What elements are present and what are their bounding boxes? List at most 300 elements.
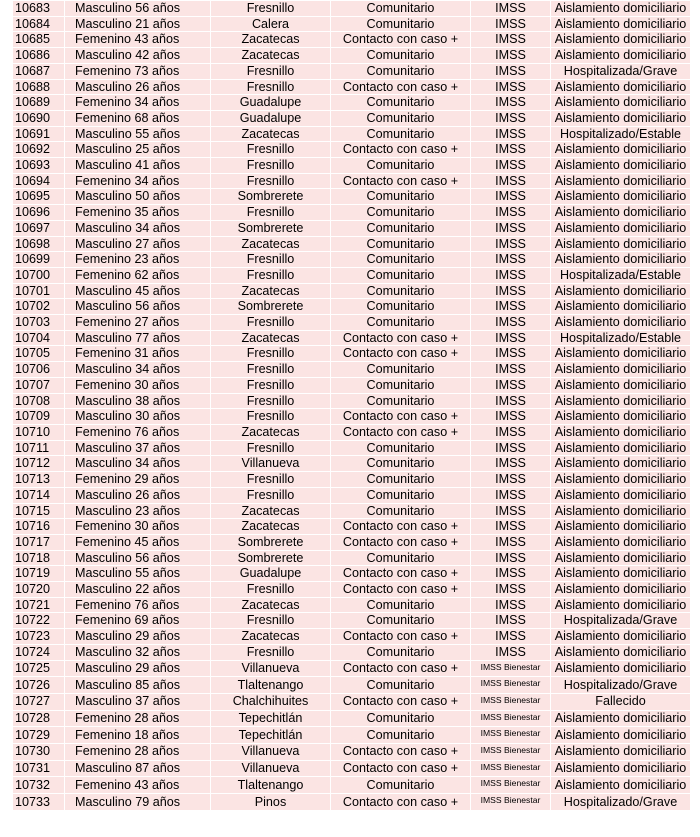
sex-age-cell: Masculino 85 años: [65, 677, 211, 694]
case-id-cell: 10709: [13, 409, 65, 425]
municipality-cell: Sombrerete: [211, 220, 331, 236]
sex-age-cell: Femenino 28 años: [65, 710, 211, 727]
institution-cell: IMSS: [471, 519, 551, 535]
municipality-cell: Zacatecas: [211, 330, 331, 346]
table-row: [13, 743, 691, 760]
sex-age-cell: Femenino 30 años: [65, 519, 211, 535]
sex-age-cell: Femenino 69 años: [65, 613, 211, 629]
transmission-cell: Comunitario: [331, 362, 471, 378]
municipality-cell: Fresnillo: [211, 252, 331, 268]
municipality-cell: Zacatecas: [211, 519, 331, 535]
transmission-cell: Comunitario: [331, 440, 471, 456]
institution-cell: IMSS: [471, 189, 551, 205]
institution-cell: IMSS: [471, 393, 551, 409]
sex-age-cell: Femenino 30 años: [65, 377, 211, 393]
table-row: [13, 79, 691, 95]
status-cell: Aislamiento domiciliario: [551, 1, 691, 17]
case-id-cell: 10697: [13, 220, 65, 236]
transmission-cell: Comunitario: [331, 205, 471, 221]
case-id-cell: 10701: [13, 283, 65, 299]
case-id-cell: 10705: [13, 346, 65, 362]
transmission-cell: Comunitario: [331, 456, 471, 472]
status-cell: Aislamiento domiciliario: [551, 95, 691, 111]
table-row: [13, 299, 691, 315]
status-cell: Aislamiento domiciliario: [551, 346, 691, 362]
case-id-cell: 10699: [13, 252, 65, 268]
table-row: [13, 32, 691, 48]
institution-cell: IMSS: [471, 550, 551, 566]
transmission-cell: Comunitario: [331, 777, 471, 794]
institution-cell: IMSS: [471, 377, 551, 393]
municipality-cell: Villanueva: [211, 743, 331, 760]
institution-cell: IMSS: [471, 566, 551, 582]
transmission-cell: Comunitario: [331, 267, 471, 283]
institution-cell: IMSS: [471, 534, 551, 550]
table-row: [13, 644, 691, 660]
table-row: [13, 409, 691, 425]
institution-cell: IMSS: [471, 503, 551, 519]
status-cell: Aislamiento domiciliario: [551, 472, 691, 488]
sex-age-cell: Femenino 35 años: [65, 205, 211, 221]
table-row: [13, 487, 691, 503]
sex-age-cell: Femenino 76 años: [65, 597, 211, 613]
table-row: [13, 534, 691, 550]
transmission-cell: Comunitario: [331, 189, 471, 205]
municipality-cell: Fresnillo: [211, 644, 331, 660]
status-cell: Aislamiento domiciliario: [551, 710, 691, 727]
table-row: [13, 267, 691, 283]
institution-cell: IMSS: [471, 236, 551, 252]
municipality-cell: Zacatecas: [211, 597, 331, 613]
table-row: [13, 173, 691, 189]
municipality-cell: Sombrerete: [211, 299, 331, 315]
case-id-cell: 10690: [13, 110, 65, 126]
status-cell: Aislamiento domiciliario: [551, 727, 691, 744]
institution-cell: IMSS: [471, 220, 551, 236]
table-row: [13, 660, 691, 677]
municipality-cell: Sombrerete: [211, 550, 331, 566]
case-id-cell: 10703: [13, 315, 65, 331]
sex-age-cell: Masculino 45 años: [65, 283, 211, 299]
sex-age-cell: Femenino 34 años: [65, 95, 211, 111]
case-id-cell: 10691: [13, 126, 65, 142]
transmission-cell: Comunitario: [331, 644, 471, 660]
table-row: [13, 220, 691, 236]
transmission-cell: Comunitario: [331, 472, 471, 488]
case-id-cell: 10708: [13, 393, 65, 409]
sex-age-cell: Masculino 34 años: [65, 362, 211, 378]
table-row: [13, 424, 691, 440]
transmission-cell: Comunitario: [331, 95, 471, 111]
sex-age-cell: Masculino 32 años: [65, 644, 211, 660]
transmission-cell: Comunitario: [331, 503, 471, 519]
case-id-cell: 10698: [13, 236, 65, 252]
municipality-cell: Zacatecas: [211, 629, 331, 645]
sex-age-cell: Masculino 56 años: [65, 299, 211, 315]
table-row: [13, 95, 691, 111]
institution-cell: IMSS Bienestar: [471, 727, 551, 744]
table-row: [13, 519, 691, 535]
institution-cell: IMSS: [471, 126, 551, 142]
municipality-cell: Fresnillo: [211, 1, 331, 17]
table-row: [13, 777, 691, 794]
transmission-cell: Contacto con caso +: [331, 424, 471, 440]
status-cell: Aislamiento domiciliario: [551, 534, 691, 550]
institution-cell: IMSS: [471, 110, 551, 126]
table-row: [13, 126, 691, 142]
municipality-cell: Fresnillo: [211, 205, 331, 221]
table-row: [13, 794, 691, 811]
case-id-cell: 10720: [13, 582, 65, 598]
case-id-cell: 10722: [13, 613, 65, 629]
status-cell: Aislamiento domiciliario: [551, 48, 691, 64]
transmission-cell: Comunitario: [331, 727, 471, 744]
transmission-cell: Contacto con caso +: [331, 534, 471, 550]
status-cell: Aislamiento domiciliario: [551, 110, 691, 126]
case-id-cell: 10685: [13, 32, 65, 48]
transmission-cell: Comunitario: [331, 597, 471, 613]
case-id-cell: 10732: [13, 777, 65, 794]
case-id-cell: 10711: [13, 440, 65, 456]
case-id-cell: 10719: [13, 566, 65, 582]
municipality-cell: Fresnillo: [211, 173, 331, 189]
transmission-cell: Comunitario: [331, 63, 471, 79]
transmission-cell: Comunitario: [331, 126, 471, 142]
status-cell: Aislamiento domiciliario: [551, 236, 691, 252]
table-row: [13, 346, 691, 362]
transmission-cell: Comunitario: [331, 283, 471, 299]
sex-age-cell: Masculino 55 años: [65, 566, 211, 582]
case-id-cell: 10695: [13, 189, 65, 205]
institution-cell: IMSS: [471, 252, 551, 268]
institution-cell: IMSS Bienestar: [471, 760, 551, 777]
transmission-cell: Comunitario: [331, 613, 471, 629]
status-cell: Aislamiento domiciliario: [551, 550, 691, 566]
case-id-cell: 10683: [13, 1, 65, 17]
municipality-cell: Fresnillo: [211, 582, 331, 598]
table-row: [13, 205, 691, 221]
case-id-cell: 10696: [13, 205, 65, 221]
sex-age-cell: Masculino 56 años: [65, 550, 211, 566]
table-row: [13, 315, 691, 331]
sex-age-cell: Masculino 22 años: [65, 582, 211, 598]
transmission-cell: Contacto con caso +: [331, 794, 471, 811]
status-cell: Aislamiento domiciliario: [551, 777, 691, 794]
status-cell: Aislamiento domiciliario: [551, 32, 691, 48]
municipality-cell: Pinos: [211, 794, 331, 811]
municipality-cell: Guadalupe: [211, 566, 331, 582]
institution-cell: IMSS Bienestar: [471, 710, 551, 727]
sex-age-cell: Femenino 28 años: [65, 743, 211, 760]
municipality-cell: Tlaltenango: [211, 777, 331, 794]
municipality-cell: Fresnillo: [211, 142, 331, 158]
case-id-cell: 10726: [13, 677, 65, 694]
transmission-cell: Contacto con caso +: [331, 743, 471, 760]
case-id-cell: 10728: [13, 710, 65, 727]
transmission-cell: Comunitario: [331, 16, 471, 32]
table-row: [13, 142, 691, 158]
case-id-cell: 10687: [13, 63, 65, 79]
table-row: [13, 550, 691, 566]
status-cell: Aislamiento domiciliario: [551, 142, 691, 158]
case-id-cell: 10689: [13, 95, 65, 111]
sex-age-cell: Femenino 45 años: [65, 534, 211, 550]
institution-cell: IMSS: [471, 487, 551, 503]
sex-age-cell: Masculino 50 años: [65, 189, 211, 205]
sex-age-cell: Femenino 34 años: [65, 173, 211, 189]
municipality-cell: Villanueva: [211, 456, 331, 472]
municipality-cell: Zacatecas: [211, 236, 331, 252]
municipality-cell: Villanueva: [211, 660, 331, 677]
cases-table-body: [13, 1, 691, 811]
municipality-cell: Tepechitlán: [211, 710, 331, 727]
sex-age-cell: Femenino 43 años: [65, 32, 211, 48]
status-cell: Aislamiento domiciliario: [551, 377, 691, 393]
institution-cell: IMSS: [471, 205, 551, 221]
transmission-cell: Comunitario: [331, 220, 471, 236]
case-id-cell: 10707: [13, 377, 65, 393]
table-row: [13, 283, 691, 299]
table-row: [13, 1, 691, 17]
status-cell: Aislamiento domiciliario: [551, 16, 691, 32]
transmission-cell: Contacto con caso +: [331, 629, 471, 645]
status-cell: Aislamiento domiciliario: [551, 299, 691, 315]
table-row: [13, 252, 691, 268]
municipality-cell: Tlaltenango: [211, 677, 331, 694]
case-id-cell: 10704: [13, 330, 65, 346]
institution-cell: IMSS: [471, 32, 551, 48]
institution-cell: IMSS: [471, 79, 551, 95]
status-cell: Aislamiento domiciliario: [551, 597, 691, 613]
case-id-cell: 10730: [13, 743, 65, 760]
municipality-cell: Fresnillo: [211, 63, 331, 79]
transmission-cell: Comunitario: [331, 315, 471, 331]
status-cell: Hospitalizado/Grave: [551, 677, 691, 694]
status-cell: Aislamiento domiciliario: [551, 205, 691, 221]
status-cell: Hospitalizado/Estable: [551, 330, 691, 346]
institution-cell: IMSS Bienestar: [471, 794, 551, 811]
table-row: [13, 503, 691, 519]
sex-age-cell: Masculino 38 años: [65, 393, 211, 409]
transmission-cell: Contacto con caso +: [331, 582, 471, 598]
municipality-cell: Fresnillo: [211, 79, 331, 95]
municipality-cell: Zacatecas: [211, 126, 331, 142]
institution-cell: IMSS: [471, 16, 551, 32]
status-cell: Hospitalizada/Estable: [551, 267, 691, 283]
status-cell: Hospitalizada/Grave: [551, 63, 691, 79]
transmission-cell: Contacto con caso +: [331, 409, 471, 425]
cases-table-wrapper: [12, 0, 690, 811]
case-id-cell: 10713: [13, 472, 65, 488]
institution-cell: IMSS: [471, 644, 551, 660]
table-row: [13, 63, 691, 79]
sex-age-cell: Masculino 29 años: [65, 660, 211, 677]
institution-cell: IMSS: [471, 95, 551, 111]
table-row: [13, 677, 691, 694]
institution-cell: IMSS: [471, 330, 551, 346]
municipality-cell: Fresnillo: [211, 393, 331, 409]
municipality-cell: Zacatecas: [211, 424, 331, 440]
status-cell: Aislamiento domiciliario: [551, 79, 691, 95]
sex-age-cell: Masculino 34 años: [65, 456, 211, 472]
municipality-cell: Sombrerete: [211, 534, 331, 550]
sex-age-cell: Masculino 79 años: [65, 794, 211, 811]
institution-cell: IMSS: [471, 142, 551, 158]
municipality-cell: Fresnillo: [211, 440, 331, 456]
status-cell: Aislamiento domiciliario: [551, 393, 691, 409]
municipality-cell: Guadalupe: [211, 95, 331, 111]
sex-age-cell: Masculino 37 años: [65, 440, 211, 456]
table-row: [13, 710, 691, 727]
institution-cell: IMSS: [471, 158, 551, 174]
status-cell: Aislamiento domiciliario: [551, 283, 691, 299]
case-id-cell: 10725: [13, 660, 65, 677]
institution-cell: IMSS: [471, 63, 551, 79]
sex-age-cell: Femenino 73 años: [65, 63, 211, 79]
institution-cell: IMSS: [471, 362, 551, 378]
case-id-cell: 10688: [13, 79, 65, 95]
municipality-cell: Zacatecas: [211, 32, 331, 48]
status-cell: Aislamiento domiciliario: [551, 629, 691, 645]
status-cell: Hospitalizada/Grave: [551, 613, 691, 629]
transmission-cell: Comunitario: [331, 550, 471, 566]
municipality-cell: Zacatecas: [211, 283, 331, 299]
status-cell: Aislamiento domiciliario: [551, 362, 691, 378]
sex-age-cell: Masculino 34 años: [65, 220, 211, 236]
transmission-cell: Comunitario: [331, 677, 471, 694]
transmission-cell: Contacto con caso +: [331, 566, 471, 582]
table-row: [13, 440, 691, 456]
municipality-cell: Fresnillo: [211, 362, 331, 378]
table-row: [13, 393, 691, 409]
status-cell: Aislamiento domiciliario: [551, 315, 691, 331]
case-id-cell: 10729: [13, 727, 65, 744]
cases-table: [12, 0, 691, 811]
case-id-cell: 10702: [13, 299, 65, 315]
municipality-cell: Tepechitlán: [211, 727, 331, 744]
institution-cell: IMSS: [471, 582, 551, 598]
sex-age-cell: Femenino 18 años: [65, 727, 211, 744]
sex-age-cell: Masculino 37 años: [65, 693, 211, 710]
transmission-cell: Contacto con caso +: [331, 760, 471, 777]
status-cell: Aislamiento domiciliario: [551, 173, 691, 189]
sex-age-cell: Masculino 42 años: [65, 48, 211, 64]
table-row: [13, 456, 691, 472]
sex-age-cell: Masculino 41 años: [65, 158, 211, 174]
table-row: [13, 48, 691, 64]
institution-cell: IMSS: [471, 597, 551, 613]
sex-age-cell: Masculino 25 años: [65, 142, 211, 158]
municipality-cell: Fresnillo: [211, 409, 331, 425]
transmission-cell: Comunitario: [331, 158, 471, 174]
status-cell: Aislamiento domiciliario: [551, 456, 691, 472]
transmission-cell: Comunitario: [331, 299, 471, 315]
status-cell: Aislamiento domiciliario: [551, 189, 691, 205]
municipality-cell: Guadalupe: [211, 110, 331, 126]
municipality-cell: Fresnillo: [211, 315, 331, 331]
status-cell: Aislamiento domiciliario: [551, 760, 691, 777]
status-cell: Aislamiento domiciliario: [551, 487, 691, 503]
case-id-cell: 10727: [13, 693, 65, 710]
municipality-cell: Fresnillo: [211, 346, 331, 362]
case-id-cell: 10718: [13, 550, 65, 566]
case-id-cell: 10686: [13, 48, 65, 64]
institution-cell: IMSS: [471, 472, 551, 488]
table-row: [13, 110, 691, 126]
status-cell: Aislamiento domiciliario: [551, 660, 691, 677]
case-id-cell: 10684: [13, 16, 65, 32]
case-id-cell: 10694: [13, 173, 65, 189]
status-cell: Aislamiento domiciliario: [551, 566, 691, 582]
sex-age-cell: Femenino 43 años: [65, 777, 211, 794]
status-cell: Aislamiento domiciliario: [551, 424, 691, 440]
sex-age-cell: Masculino 26 años: [65, 487, 211, 503]
municipality-cell: Zacatecas: [211, 48, 331, 64]
institution-cell: IMSS: [471, 346, 551, 362]
status-cell: Hospitalizado/Estable: [551, 126, 691, 142]
transmission-cell: Contacto con caso +: [331, 660, 471, 677]
sex-age-cell: Masculino 55 años: [65, 126, 211, 142]
table-row: [13, 566, 691, 582]
status-cell: Fallecido: [551, 693, 691, 710]
institution-cell: IMSS: [471, 267, 551, 283]
sex-age-cell: Masculino 30 años: [65, 409, 211, 425]
municipality-cell: Chalchihuites: [211, 693, 331, 710]
municipality-cell: Fresnillo: [211, 158, 331, 174]
case-id-cell: 10715: [13, 503, 65, 519]
case-id-cell: 10706: [13, 362, 65, 378]
table-row: [13, 582, 691, 598]
transmission-cell: Comunitario: [331, 487, 471, 503]
case-id-cell: 10724: [13, 644, 65, 660]
table-row: [13, 760, 691, 777]
transmission-cell: Contacto con caso +: [331, 173, 471, 189]
municipality-cell: Fresnillo: [211, 487, 331, 503]
case-id-cell: 10731: [13, 760, 65, 777]
case-id-cell: 10717: [13, 534, 65, 550]
institution-cell: IMSS Bienestar: [471, 677, 551, 694]
transmission-cell: Contacto con caso +: [331, 519, 471, 535]
institution-cell: IMSS: [471, 440, 551, 456]
table-row: [13, 189, 691, 205]
status-cell: Aislamiento domiciliario: [551, 582, 691, 598]
status-cell: Aislamiento domiciliario: [551, 743, 691, 760]
table-row: [13, 629, 691, 645]
sex-age-cell: Masculino 77 años: [65, 330, 211, 346]
sex-age-cell: Femenino 29 años: [65, 472, 211, 488]
status-cell: Aislamiento domiciliario: [551, 503, 691, 519]
transmission-cell: Comunitario: [331, 377, 471, 393]
case-id-cell: 10723: [13, 629, 65, 645]
institution-cell: IMSS Bienestar: [471, 660, 551, 677]
case-id-cell: 10692: [13, 142, 65, 158]
status-cell: Aislamiento domiciliario: [551, 158, 691, 174]
transmission-cell: Comunitario: [331, 110, 471, 126]
institution-cell: IMSS: [471, 299, 551, 315]
municipality-cell: Fresnillo: [211, 613, 331, 629]
institution-cell: IMSS: [471, 409, 551, 425]
institution-cell: IMSS: [471, 48, 551, 64]
institution-cell: IMSS Bienestar: [471, 777, 551, 794]
municipality-cell: Fresnillo: [211, 267, 331, 283]
case-id-cell: 10693: [13, 158, 65, 174]
case-id-cell: 10712: [13, 456, 65, 472]
table-row: [13, 727, 691, 744]
table-row: [13, 377, 691, 393]
case-id-cell: 10700: [13, 267, 65, 283]
status-cell: Aislamiento domiciliario: [551, 409, 691, 425]
institution-cell: IMSS: [471, 629, 551, 645]
